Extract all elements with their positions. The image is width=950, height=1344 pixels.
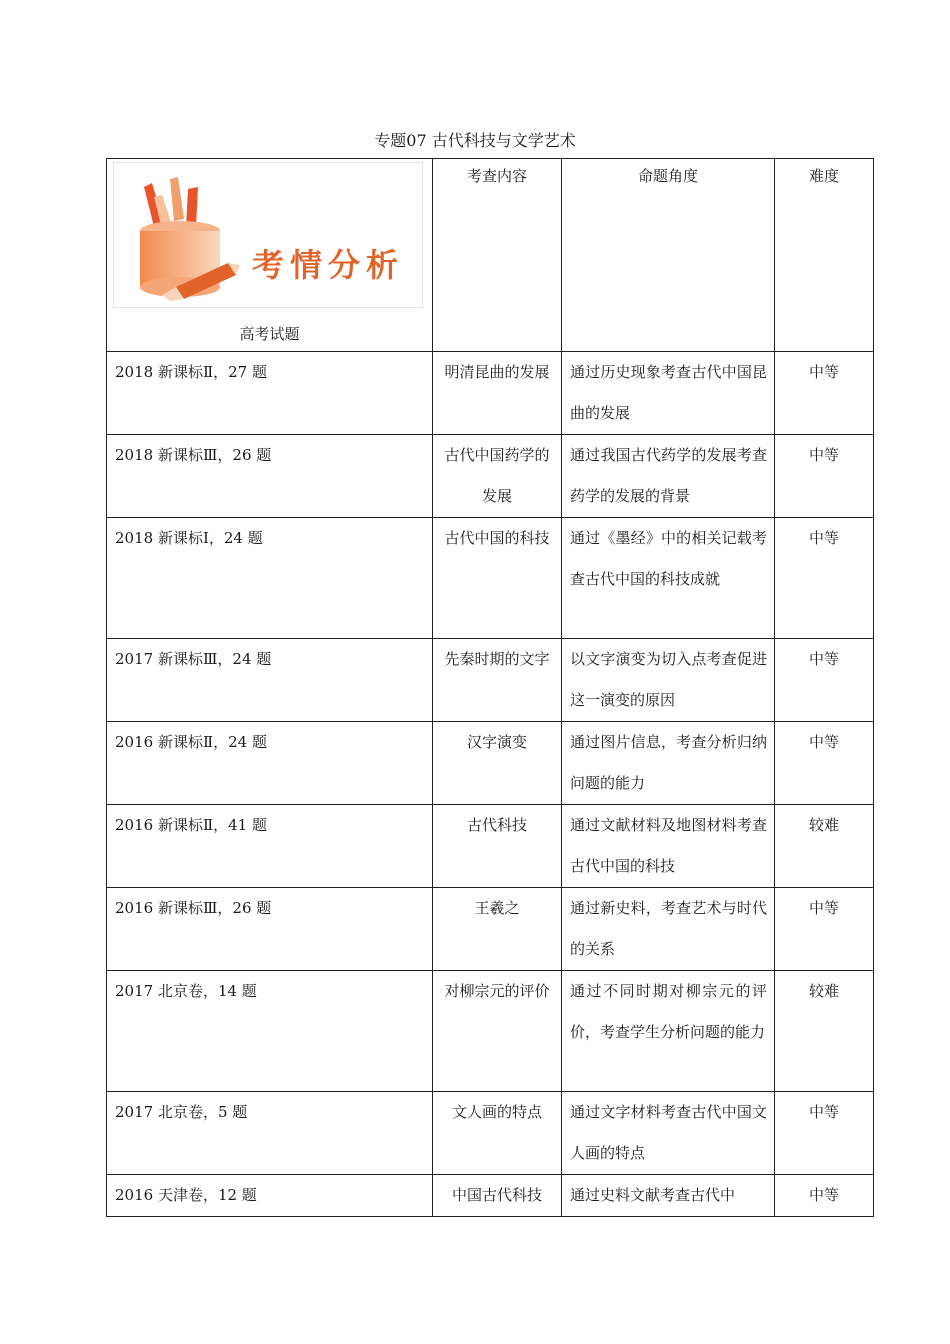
header-difficulty: 难度 xyxy=(775,159,874,352)
table-row xyxy=(107,888,874,971)
cell-exam: 2018 新课标Ⅰ，24 题 xyxy=(107,518,433,639)
cell-difficulty: 中等 xyxy=(775,722,874,805)
cell-difficulty: 中等 xyxy=(775,518,874,639)
cell-content: 汉字演变 xyxy=(433,722,562,805)
logo-banner xyxy=(113,162,423,308)
table-row xyxy=(107,722,874,805)
table-row xyxy=(107,352,874,435)
cell-angle: 以文字演变为切入点考查促进这一演变的原因 xyxy=(562,639,775,722)
page-title: 专题07 古代科技与文学艺术 xyxy=(374,131,576,150)
cell-content: 古代科技 xyxy=(433,805,562,888)
header-cell-exam xyxy=(107,159,433,352)
pencil-cup-icon xyxy=(132,175,242,303)
table-row xyxy=(107,518,874,639)
cell-content: 文人画的特点 xyxy=(433,1092,562,1175)
cell-content: 明清昆曲的发展 xyxy=(433,352,562,435)
table-row xyxy=(107,1092,874,1175)
cell-content: 古代中国药学的发展 xyxy=(433,435,562,518)
cell-angle: 通过我国古代药学的发展考查药学的发展的背景 xyxy=(562,435,775,518)
cell-content: 王羲之 xyxy=(433,888,562,971)
cell-angle: 通过《墨经》中的相关记载考查古代中国的科技成就 xyxy=(562,518,775,639)
header-content: 考查内容 xyxy=(433,159,562,352)
cell-exam: 2017 北京卷，5 题 xyxy=(107,1092,433,1175)
cell-difficulty: 较难 xyxy=(775,805,874,888)
cell-exam: 2017 新课标Ⅲ，24 题 xyxy=(107,639,433,722)
cell-exam: 2016 新课标Ⅱ，41 题 xyxy=(107,805,433,888)
cell-angle: 通过新史料，考查艺术与时代的关系 xyxy=(562,888,775,971)
cell-difficulty: 中等 xyxy=(775,888,874,971)
header-angle: 命题角度 xyxy=(562,159,775,352)
cell-exam: 2016 新课标Ⅲ，26 题 xyxy=(107,888,433,971)
logo-text: 考情分析 xyxy=(252,246,405,284)
header-exam-label: 高考试题 xyxy=(239,325,300,343)
cell-angle: 通过不同时期对柳宗元的评价，考查学生分析问题的能力 xyxy=(562,971,775,1092)
cell-difficulty: 中等 xyxy=(775,639,874,722)
table-row xyxy=(107,1175,874,1217)
cell-content: 先秦时期的文字 xyxy=(433,639,562,722)
table-row xyxy=(107,639,874,722)
table-row xyxy=(107,805,874,888)
cell-exam: 2017 北京卷，14 题 xyxy=(107,971,433,1092)
table-row xyxy=(107,435,874,518)
cell-difficulty: 中等 xyxy=(775,435,874,518)
cell-exam: 2018 新课标Ⅲ，26 题 xyxy=(107,435,433,518)
cell-exam: 2016 天津卷，12 题 xyxy=(107,1175,433,1217)
cell-angle: 通过史料文献考查古代中 xyxy=(562,1175,775,1217)
table-row xyxy=(107,971,874,1092)
cell-exam: 2016 新课标Ⅱ，24 题 xyxy=(107,722,433,805)
cell-content: 古代中国的科技 xyxy=(433,518,562,639)
cell-difficulty: 中等 xyxy=(775,1175,874,1217)
cell-content: 中国古代科技 xyxy=(433,1175,562,1217)
cell-difficulty: 较难 xyxy=(775,971,874,1092)
exam-analysis-table xyxy=(106,158,874,1217)
cell-angle: 通过历史现象考查古代中国昆曲的发展 xyxy=(562,352,775,435)
cell-angle: 通过图片信息，考查分析归纳问题的能力 xyxy=(562,722,775,805)
cell-exam: 2018 新课标Ⅱ，27 题 xyxy=(107,352,433,435)
cell-content: 对柳宗元的评价 xyxy=(433,971,562,1092)
cell-angle: 通过文字材料考查古代中国文人画的特点 xyxy=(562,1092,775,1175)
cell-difficulty: 中等 xyxy=(775,352,874,435)
cell-difficulty: 中等 xyxy=(775,1092,874,1175)
table-header-row xyxy=(107,159,874,352)
cell-angle: 通过文献材料及地图材料考查古代中国的科技 xyxy=(562,805,775,888)
